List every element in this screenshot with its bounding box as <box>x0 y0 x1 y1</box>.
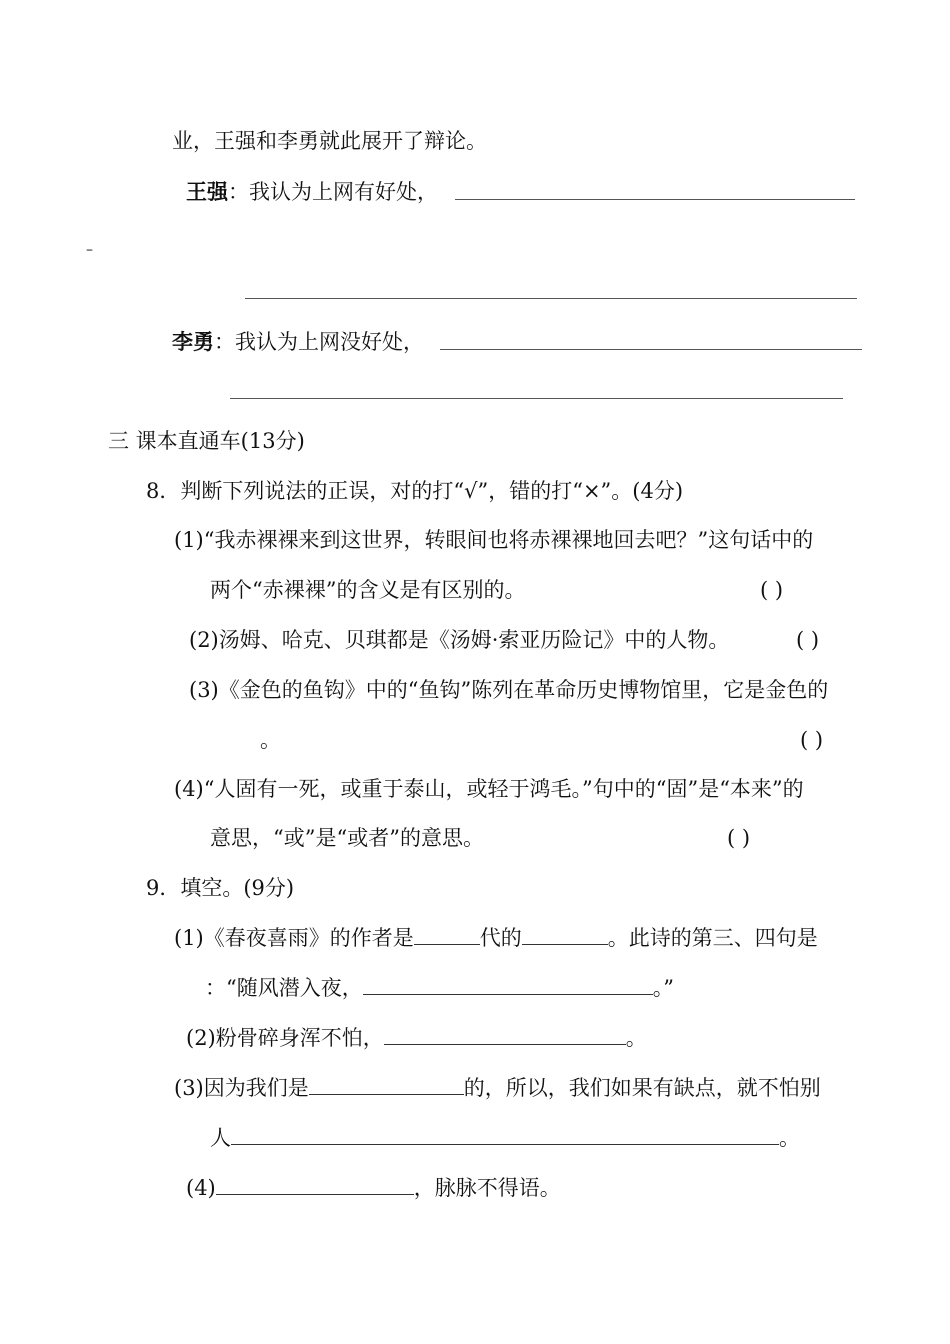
q9-item1-line1 <box>174 924 818 952</box>
q9-item3-blank-2[interactable] <box>231 1126 779 1145</box>
q9-item4-text-b: ，脉脉不得语。 <box>413 1176 561 1200</box>
wang-line <box>186 178 438 206</box>
q8-item2-line1: (2)汤姆、哈克、贝琪都是《汤姆·索亚历险记》中的人物。 <box>189 628 730 652</box>
q8-item1-line1: (1)“我赤裸裸来到这世界，转眼间也将赤裸裸地回去吧？”这句话中的 <box>174 528 814 552</box>
debate-intro-line: 业，王强和李勇就此展开了辩论。 <box>172 129 487 153</box>
q8-item3-answer-paren[interactable]: ( ) <box>800 728 824 752</box>
li-name: 李勇 <box>172 330 214 354</box>
q9-item1-text-e: 。” <box>652 976 674 1000</box>
li-text: ：我认为上网没好处， <box>214 330 424 354</box>
q9-item3-text-a: (3)因为我们是 <box>174 1076 309 1100</box>
q9-item3-text-d: 。 <box>779 1126 800 1150</box>
q9-item4-text-a: (4) <box>186 1176 216 1200</box>
q8-item1-answer-paren[interactable]: ( ) <box>760 578 784 602</box>
q9-item2-text-a: (2)粉骨碎身浑不怕， <box>186 1026 384 1050</box>
q9-item1-text-c: 。此诗的第三、四句是 <box>607 926 818 950</box>
q9-item2-line <box>186 1024 647 1052</box>
q9-item1-blank-verse[interactable] <box>363 976 653 995</box>
q9-item1-blank-author[interactable] <box>522 926 608 945</box>
wang-answer-line-1[interactable] <box>455 199 855 200</box>
q8-stem: 8．判断下列说法的正误，对的打“√”，错的打“×”。(4分) <box>146 479 684 503</box>
q8-item4-line1: (4)“人固有一死，或重于泰山，或轻于鸿毛。”句中的“固”是“本来”的 <box>174 777 804 801</box>
section3-heading: 三 课本直通车(13分) <box>108 429 305 453</box>
q9-item1-text-d: ：“随风潜入夜， <box>205 976 363 1000</box>
wang-answer-line-2[interactable] <box>245 298 857 299</box>
q9-item1-text-a: (1)《春夜喜雨》的作者是 <box>174 926 414 950</box>
li-answer-line-1[interactable] <box>440 349 862 350</box>
q9-stem: 9．填空。(9分) <box>146 876 295 900</box>
q9-item3-line1 <box>174 1074 821 1102</box>
q8-item4-line2: 意思，“或”是“或者”的意思。 <box>210 826 484 850</box>
q8-item1-line2: 两个“赤裸裸”的含义是有区别的。 <box>210 578 526 602</box>
q9-item1-text-b: 代的 <box>479 926 522 950</box>
q8-item4-answer-paren[interactable]: ( ) <box>727 826 751 850</box>
q9-item1-line2 <box>205 974 674 1002</box>
q9-item4-line <box>186 1174 561 1202</box>
wang-text: ：我认为上网有好处， <box>228 180 438 204</box>
q9-item1-blank-dynasty[interactable] <box>414 926 480 945</box>
wang-name: 王强 <box>186 180 228 204</box>
q9-item2-text-b: 。 <box>625 1026 647 1050</box>
q9-item3-blank-1[interactable] <box>309 1076 464 1095</box>
q9-item4-blank[interactable] <box>216 1176 414 1195</box>
stray-dash: – <box>86 242 93 258</box>
q8-item2-answer-paren[interactable]: ( ) <box>796 628 820 652</box>
q8-item3-line2: 。 <box>260 728 281 752</box>
li-answer-line-2[interactable] <box>230 398 843 399</box>
q9-item2-blank[interactable] <box>384 1026 626 1045</box>
li-line <box>172 328 424 356</box>
q9-item3-text-b: 的，所以，我们如果有缺点，就不怕别 <box>463 1076 821 1100</box>
q8-item3-line1: (3)《金色的鱼钩》中的“鱼钩”陈列在革命历史博物馆里，它是金色的 <box>189 678 829 702</box>
q9-item3-text-c: 人 <box>210 1126 231 1150</box>
q9-item3-line2 <box>210 1124 800 1152</box>
